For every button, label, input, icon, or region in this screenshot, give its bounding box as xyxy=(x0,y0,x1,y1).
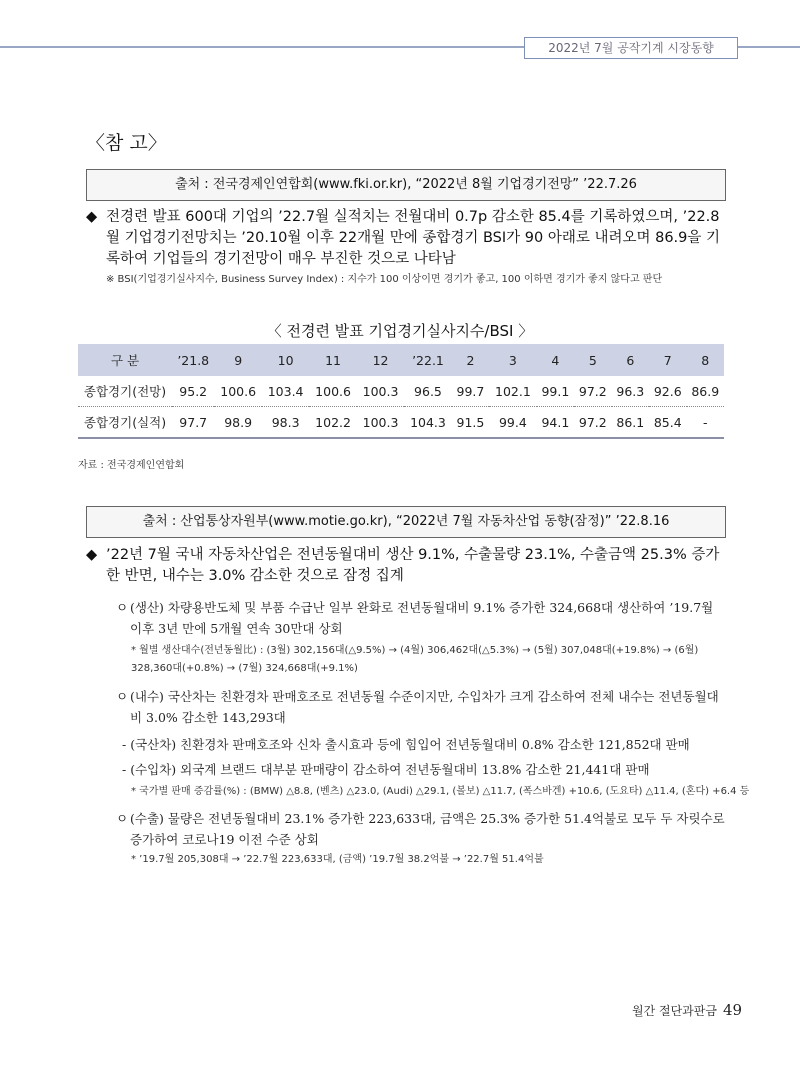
table-cell: 104.3 xyxy=(404,407,451,439)
table-cell: 97.2 xyxy=(574,376,611,407)
table-row-actual xyxy=(78,407,724,439)
table-cell: 92.6 xyxy=(649,376,686,407)
bullet-auto-industry xyxy=(86,545,726,587)
item-text: (내수) 국산차는 친환경차 판매호조로 전년동월 수준이지만, 수입차가 크게 감소하여 전체 내수는 전년동월대비 3.0% 감소한 143,293대 xyxy=(130,689,719,725)
column-header: 8 xyxy=(687,344,725,376)
table-cell: 100.3 xyxy=(357,376,404,407)
item-production xyxy=(116,597,726,639)
column-header: 4 xyxy=(537,344,574,376)
table-cell: 94.1 xyxy=(537,407,574,439)
production-footnote: * 월별 생산대수(전년동월比) : (3월) 302,156대(△9.5%) → (4월) 306,462대(△5.3%) → (5월) 307,048대(+19.8%) → (6월) 328,360대(+0.8%) → (7월) 324,668대(+9.1%) xyxy=(131,645,699,674)
bullet-text: 전경련 발표 600대 기업의 ’22.7월 실적치는 전월대비 0.7p 감소한 85.4를 기록하였으며, ’22.8월 기업경기전망치는 ’20.10월 이후 22개월 만에 종합경기 BSI가 90 아래로 내려오며 86.9을 기록하여 기업들의 경기전망이 매우 부진한 것으로 나타남 xyxy=(106,209,720,267)
column-header: 12 xyxy=(357,344,404,376)
column-header: 11 xyxy=(309,344,356,376)
item-text: (생산) 차량용반도체 및 부품 수급난 일부 완화로 전년동월대비 9.1% 증가한 324,668대 생산하여 ’19.7월 이후 3년 만에 5개월 연속 30만대 상회 xyxy=(130,600,714,636)
table-cell: 85.4 xyxy=(649,407,686,439)
diamond-bullet-icon: ◆ xyxy=(86,209,98,225)
row-label: 종합경기(전망) xyxy=(78,376,172,407)
item-export xyxy=(116,808,726,850)
table-cell: 96.3 xyxy=(612,376,649,407)
column-header: 6 xyxy=(612,344,649,376)
column-header: 구 분 xyxy=(78,344,172,376)
circle-marker-icon: ㅇ xyxy=(116,689,129,704)
table-cell: 91.5 xyxy=(452,407,489,439)
circle-marker-icon: ㅇ xyxy=(116,600,129,615)
source-box-fki: 출처 : 전국경제인연합회(www.fki.or.kr), “2022년 8월 기업경기전망” ’22.7.26 xyxy=(86,169,726,201)
column-header: 3 xyxy=(489,344,536,376)
table-cell: 100.6 xyxy=(309,376,356,407)
source-box-motie: 출처 : 산업통상자원부(www.motie.go.kr), “2022년 7월 자동차산업 동향(잠정)” ’22.8.16 xyxy=(86,506,726,538)
table-cell: 99.4 xyxy=(489,407,536,439)
table-title: 〈 전경련 발표 기업경기실사지수/BSI 〉 xyxy=(266,322,534,340)
column-header: 10 xyxy=(262,344,309,376)
running-title: 2022년 7월 공작기계 시장동향 xyxy=(524,37,738,59)
export-footnote: * ’19.7월 205,308대 → ’22.7월 223,633대, (금액) ’19.7월 38.2억불 → ’22.7월 51.4억불 xyxy=(131,854,544,865)
magazine-name: 월간 절단과판금 xyxy=(632,1004,717,1018)
table-cell: 97.7 xyxy=(172,407,214,439)
page-footer xyxy=(632,1001,742,1019)
table-cell: 86.9 xyxy=(687,376,725,407)
table-cell: 102.1 xyxy=(489,376,536,407)
table-cell: 98.3 xyxy=(262,407,309,439)
table-cell: 100.3 xyxy=(357,407,404,439)
imports-footnote: * 국가별 판매 증감률(%) : (BMW) △8.8, (벤츠) △23.0, (Audi) △29.1, (볼보) △11.7, (폭스바겐) +10.6, (도요타) △11.4, (혼다) +6.4 등 xyxy=(131,786,750,797)
table-cell: 102.2 xyxy=(309,407,356,439)
item-domestic xyxy=(116,686,726,728)
column-header: 2 xyxy=(452,344,489,376)
row-label: 종합경기(실적) xyxy=(78,407,172,439)
table-row-forecast xyxy=(78,376,724,407)
column-header: 5 xyxy=(574,344,611,376)
column-header: ’22.1 xyxy=(404,344,451,376)
table-cell: 100.6 xyxy=(214,376,261,407)
bsi-table xyxy=(78,344,724,439)
reference-heading: 〈참 고〉 xyxy=(86,132,167,154)
domestic-cars-line: - (국산차) 친환경차 판매호조와 신차 출시효과 등에 힘입어 전년동월대비 0.8% 감소한 121,852대 판매 xyxy=(122,737,690,752)
item-text: (수출) 물량은 전년동월대비 23.1% 증가한 223,633대, 금액은 25.3% 증가한 51.4억불로 모두 두 자릿수로 증가하여 코로나19 이전 수준 상회 xyxy=(130,811,725,847)
table-cell: 103.4 xyxy=(262,376,309,407)
imported-cars-line: - (수입차) 외국계 브랜드 대부분 판매량이 감소하여 전년동월대비 13.8% 감소한 21,441대 판매 xyxy=(122,762,650,777)
circle-marker-icon: ㅇ xyxy=(116,811,129,826)
column-header: ’21.8 xyxy=(172,344,214,376)
table-cell: 99.7 xyxy=(452,376,489,407)
table-header-row xyxy=(78,344,724,376)
table-cell: 96.5 xyxy=(404,376,451,407)
table-cell: 97.2 xyxy=(574,407,611,439)
table-cell: 95.2 xyxy=(172,376,214,407)
bullet-bsi xyxy=(86,207,726,270)
table-cell: - xyxy=(687,407,725,439)
table-cell: 98.9 xyxy=(214,407,261,439)
column-header: 9 xyxy=(214,344,261,376)
page-number: 49 xyxy=(722,1001,743,1019)
table-cell: 99.1 xyxy=(537,376,574,407)
table-cell: 86.1 xyxy=(612,407,649,439)
table-source: 자료 : 전국경제인연합회 xyxy=(78,460,185,471)
diamond-bullet-icon: ◆ xyxy=(86,547,98,563)
bsi-footnote: ※ BSI(기업경기실사지수, Business Survey Index) : 지수가 100 이상이면 경기가 좋고, 100 이하면 경기가 좋지 않다고 판단 xyxy=(106,274,663,285)
bullet-text: ’22년 7월 국내 자동차산업은 전년동월대비 생산 9.1%, 수출물량 23.1%, 수출금액 25.3% 증가한 반면, 내수는 3.0% 감소한 것으로 잠정 집계 xyxy=(106,547,720,584)
column-header: 7 xyxy=(649,344,686,376)
